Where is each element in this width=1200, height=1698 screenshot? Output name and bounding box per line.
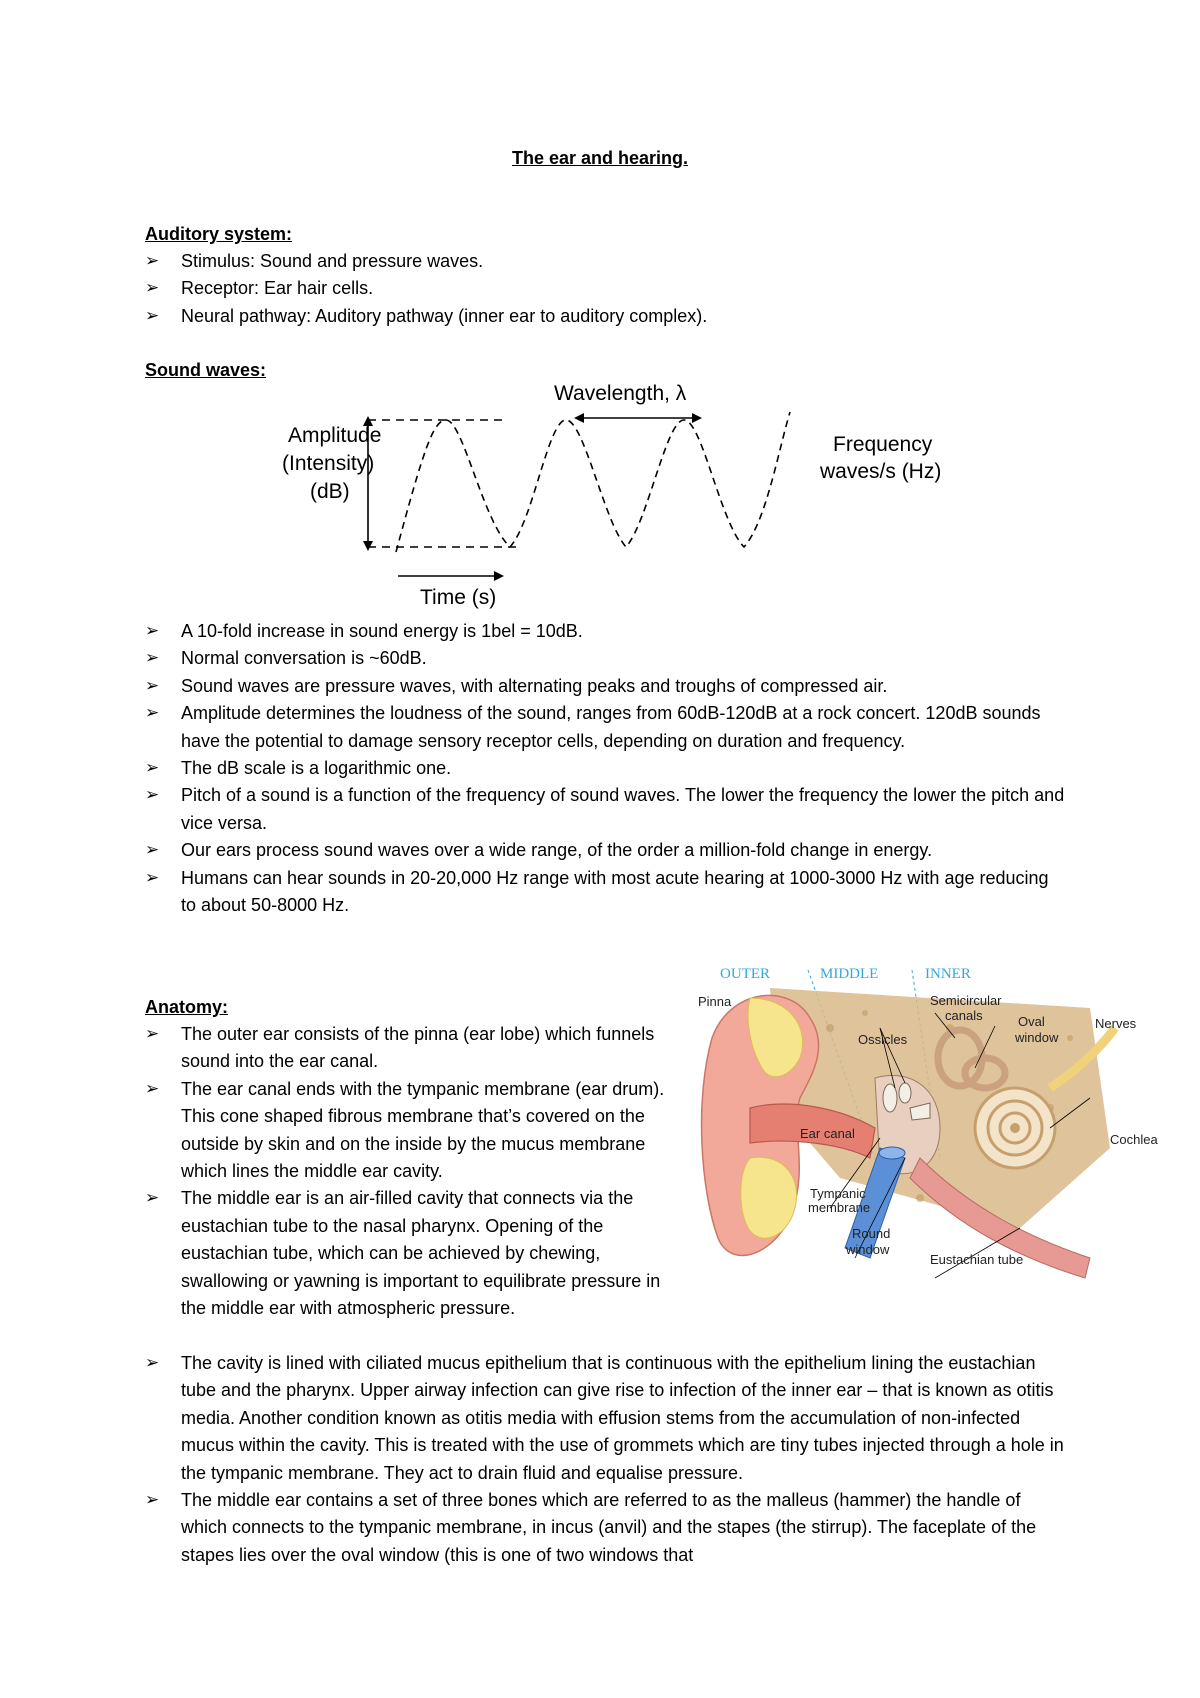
list-item: ➢ Amplitude determines the loudness of the sound, ranges from 60dB-120dB at a rock concert. 120dB sounds have the potential to damage sensory receptor cells, depending on duration and frequency. <box>145 700 1065 755</box>
sound-waves-heading: Sound waves: <box>145 360 267 380</box>
list-item: ➢ Stimulus: Sound and pressure waves. <box>145 248 1065 275</box>
ossicles-label: Ossicles <box>858 1032 908 1047</box>
amplitude-label: Amplitude <box>288 424 382 447</box>
pinna-label: Pinna <box>698 994 732 1009</box>
intensity-label: (Intensity) <box>282 452 375 475</box>
list-item: ➢ Receptor: Ear hair cells. <box>145 275 1065 302</box>
wavelength-label: Wavelength, λ <box>554 382 687 405</box>
document-title: The ear and hearing. <box>511 148 689 168</box>
list-item: ➢ The cavity is lined with ciliated mucus epithelium that is continuous with the epithelium lining the eustachian tube and the pharynx. Upper airway infection can give rise to infection of the inner ear – that is known as otitis media. Another condition known as otitis media with effusion stems from the accumulation of non-infected mucus within the cavity. This is treated with the use of grommets which are tiny tubes injected through a hole in the tympanic membrane. They act to drain fluid and equalise pressure. <box>145 1350 1065 1487</box>
ear-canal-label: Ear canal <box>800 1126 855 1141</box>
list-item: ➢ The middle ear contains a set of three bones which are referred to as the malleus (hammer) the handle of which connects to the tympanic membrane, in incus (anvil) and the stapes (the stirrup). The faceplate of the stapes lies over the oval window (this is one of two windows that <box>145 1487 1065 1569</box>
canals-label: canals <box>945 1008 983 1023</box>
cochlea-label: Cochlea <box>1110 1132 1158 1147</box>
list-item: ➢ Neural pathway: Auditory pathway (inner ear to auditory complex). <box>145 303 1065 330</box>
wavelength-arrowhead-right <box>692 413 702 423</box>
list-item: ➢ Our ears process sound waves over a wide range, of the order a million-fold change in energy. <box>145 837 1065 864</box>
anatomy-list-narrow <box>145 1021 665 1322</box>
hz-label: waves/s (Hz) <box>820 460 942 483</box>
ear-anatomy-diagram <box>690 958 1160 1318</box>
round-window-label: window <box>846 1242 890 1257</box>
list-item: ➢ The ear canal ends with the tympanic membrane (ear drum). This cone shaped fibrous membrane that’s covered on the outside by skin and on the inside by the mucus membrane which lines the middle ear cavity. <box>145 1076 665 1186</box>
anatomy-list-wide <box>145 1350 1065 1569</box>
semicircular-label: Semicircular <box>930 993 1002 1008</box>
auditory-system-heading: Auditory system: <box>145 224 293 244</box>
list-item: ➢ Pitch of a sound is a function of the frequency of sound waves. The lower the frequency the lower the pitch and vice versa. <box>145 782 1065 837</box>
sound-waves-list <box>145 618 1065 919</box>
tympanic-label: Tympanic <box>810 1186 866 1201</box>
time-arrowhead <box>494 571 504 581</box>
lower-cartilage <box>741 1157 797 1238</box>
list-item: ➢ Sound waves are pressure waves, with alternating peaks and troughs of compressed air. <box>145 673 1065 700</box>
anatomy-heading: Anatomy: <box>145 997 229 1017</box>
amplitude-arrow-down <box>363 541 373 551</box>
oval-label: Oval <box>1018 1014 1045 1029</box>
inner-region-label: INNER <box>925 966 971 982</box>
db-label: (dB) <box>310 480 350 503</box>
middle-region-label: MIDDLE <box>820 966 879 982</box>
list-item: ➢ Normal conversation is ~60dB. <box>145 645 1065 672</box>
time-label: Time (s) <box>420 586 497 609</box>
frequency-label: Frequency <box>833 433 933 456</box>
list-item: ➢ The dB scale is a logarithmic one. <box>145 755 1065 782</box>
list-item: ➢ A 10-fold increase in sound energy is 1bel = 10dB. <box>145 618 1065 645</box>
nerves-label: Nerves <box>1095 1016 1137 1031</box>
list-item: ➢ The middle ear is an air-filled cavity that connects via the eustachian tube to the nasal pharynx. Opening of the eustachian tube, which can be achieved by chewing, swallowing or yawning is important to equilibrate pressure in the middle ear with atmospheric pressure. <box>145 1185 665 1322</box>
auditory-system-list <box>145 248 1065 330</box>
membrane-label: membrane <box>808 1200 871 1215</box>
sound-wave-curve <box>396 412 790 552</box>
wavelength-arrowhead-left <box>574 413 584 423</box>
cochlea-shape <box>975 1088 1055 1168</box>
sound-wave-diagram <box>248 372 968 612</box>
blue-vessel-top <box>879 1147 905 1159</box>
outer-region-label: OUTER <box>720 966 770 982</box>
eustachian-label: Eustachian tube <box>930 1252 1024 1267</box>
list-item: ➢ Humans can hear sounds in 20-20,000 Hz range with most acute hearing at 1000-3000 Hz with age reducing to about 50-8000 Hz. <box>145 865 1065 920</box>
round-label: Round <box>852 1226 891 1241</box>
list-item: ➢ The outer ear consists of the pinna (ear lobe) which funnels sound into the ear canal. <box>145 1021 665 1076</box>
window-label: window <box>1015 1030 1059 1045</box>
